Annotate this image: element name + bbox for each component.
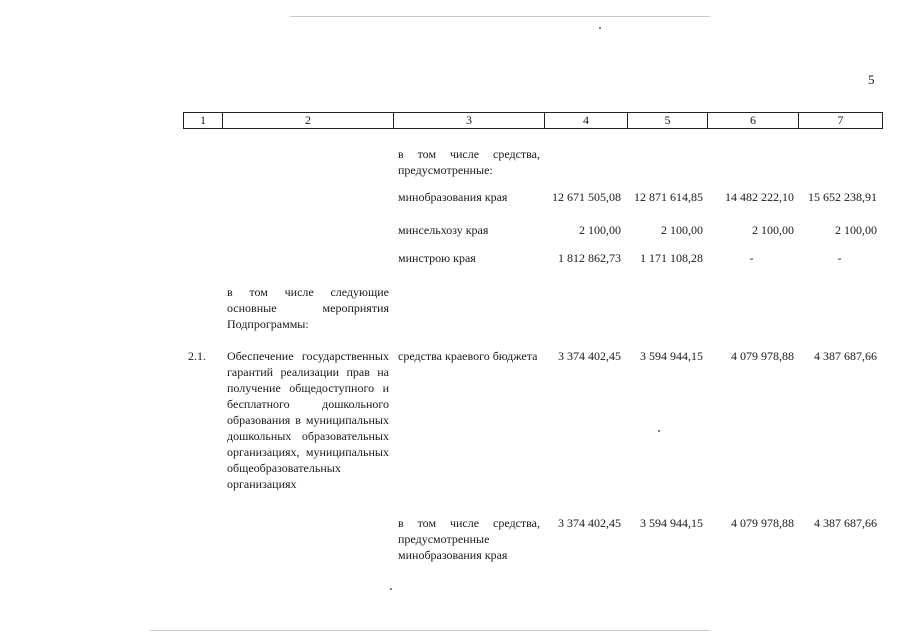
header-cell-1: 1 (183, 112, 223, 129)
minobr-col5: 12 871 614,85 (634, 190, 703, 204)
minobr-col6: 14 482 222,10 (725, 190, 794, 204)
scan-speck (658, 430, 660, 432)
item-col7: 4 387 687,66 (814, 349, 877, 363)
minselkhoz-col4: 2 100,00 (579, 223, 621, 237)
item-funding-source: средства краевого бюджета (398, 349, 538, 363)
minselkhoz-col7: 2 100,00 (835, 223, 877, 237)
header-cell-4: 4 (544, 112, 628, 129)
item-incl-col7: 4 387 687,66 (814, 516, 877, 530)
header-cell-5: 5 (627, 112, 708, 129)
minobr-col4: 12 671 505,08 (552, 190, 621, 204)
header-cell-6: 6 (707, 112, 799, 129)
minselkhoz-col6: 2 100,00 (752, 223, 794, 237)
item-col4: 3 374 402,45 (558, 349, 621, 363)
minobr-col7: 15 652 238,91 (808, 190, 877, 204)
page-number: 5 (868, 72, 875, 87)
scan-noise-bottom (150, 630, 710, 631)
header-cell-3: 3 (393, 112, 545, 129)
item-incl-col5: 3 594 944,15 (640, 516, 703, 530)
item-description: Обеспечение государственных гарантий реализации прав на получение общедоступного и бесплатного дошкольного образования в муниципальных дошкольных образовательных организациях, муниципальных общеобразовательных организациях (227, 349, 389, 491)
scan-speck (599, 27, 601, 29)
scan-speck (390, 588, 392, 590)
item-incl-col4: 3 374 402,45 (558, 516, 621, 530)
item-number: 2.1. (188, 349, 206, 363)
minstroy-col5: 1 171 108,28 (640, 251, 703, 265)
minselkhoz-col5: 2 100,00 (661, 223, 703, 237)
header-cell-2: 2 (222, 112, 394, 129)
header-cell-7: 7 (798, 112, 883, 129)
incl-funds-label: в том числе средства, предусмотренные: (398, 147, 540, 177)
item-col6: 4 079 978,88 (731, 349, 794, 363)
scan-noise-top (290, 16, 710, 17)
item-col5: 3 594 944,15 (640, 349, 703, 363)
minstroy-col7: - (837, 251, 842, 265)
main-events-label: в том числе следующие основные мероприятия Подпрограммы: (227, 285, 389, 331)
minstroy-label: минстрою края (398, 251, 476, 265)
minselkhoz-label: минсельхозу края (398, 223, 489, 237)
item-incl-col6: 4 079 978,88 (731, 516, 794, 530)
minstroy-col4: 1 812 862,73 (558, 251, 621, 265)
minobr-label: минобразования края (398, 190, 508, 204)
minstroy-col6: - (749, 251, 754, 265)
item-incl-label: в том числе средства, предусмотренные минобразования края (398, 516, 540, 562)
